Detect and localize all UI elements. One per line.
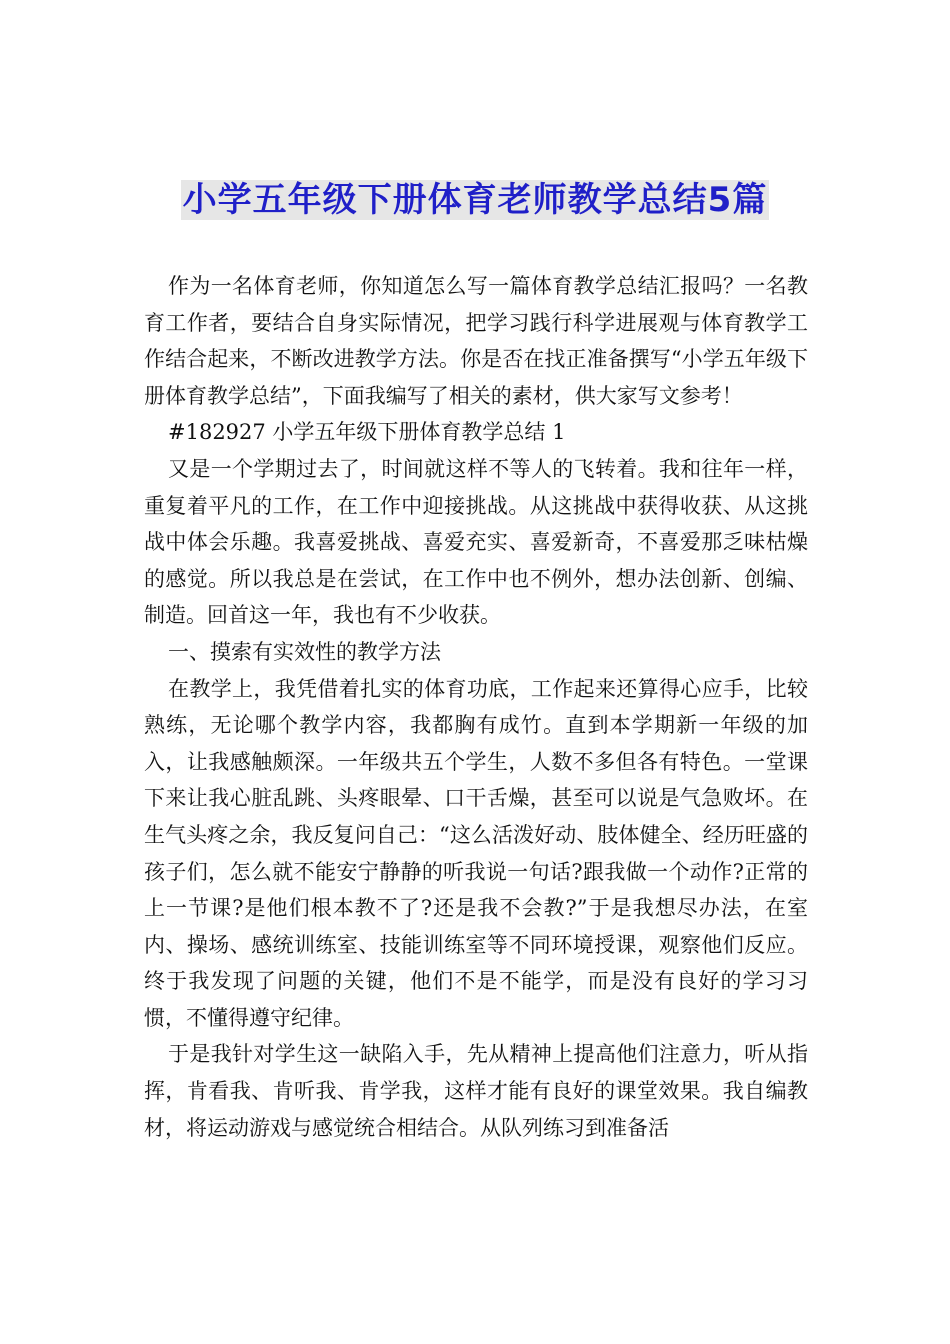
intro-paragraph: 作为一名体育老师，你知道怎么写一篇体育教学总结汇报吗？一名教育工作者，要结合自身实际情况，把学习践行科学进展观与体育教学工作结合起来，不断改进教学方法。你是否在找正准备撰写“小学五年级下册体育教学总结”，下面我编写了相关的素材，供大家写文参考！ xyxy=(144,274,808,408)
document-title xyxy=(0,174,950,226)
subheading-1: 一、摸索有实效性的教学方法 xyxy=(168,639,441,664)
body-paragraph: 于是我针对学生这一缺陷入手，先从精神上提高他们注意力，听从指挥，肯看我、肯听我、肯学我，这样才能有良好的课堂效果。我自编教材，将运动游戏与感觉统合相结合。从队列练习到准备活 xyxy=(144,1042,808,1140)
section-heading-1: #182927 小学五年级下册体育教学总结 1 xyxy=(168,420,566,445)
document-title-text: 小学五年级下册体育老师教学总结5篇 xyxy=(182,180,768,220)
document-body xyxy=(144,268,808,1146)
body-paragraph: 在教学上，我凭借着扎实的体育功底，工作起来还算得心应手，比较熟练，无论哪个教学内容，我都胸有成竹。直到本学期新一年级的加入，让我感触颇深。一年级共五个学生，人数不多但各有特色。一堂课下来让我心脏乱跳、头疼眼晕、口干舌燥，甚至可以说是气急败坏。在生气头疼之余，我反复问自己：“这么活泼好动、肢体健全、经历旺盛的孩子们，怎么就不能安宁静静的听我说一句话?跟我做一个动作?正常的上一节课?是他们根本教不了?还是我不会教?”于是我想尽办法，在室内、操场、感统训练室、技能训练室等不同环境授课，观察他们反应。终于我发现了问题的关键，他们不是不能学，而是没有良好的学习习惯，不懂得遵守纪律。 xyxy=(144,676,808,1030)
body-paragraph: 又是一个学期过去了，时间就这样不等人的飞转着。我和往年一样，重复着平凡的工作，在工作中迎接挑战。从这挑战中获得收获、从这挑战中体会乐趣。我喜爱挑战、喜爱充实、喜爱新奇，不喜爱那乏味枯燥的感觉。所以我总是在尝试，在工作中也不例外，想办法创新、创编、制造。回首这一年，我也有不少收获。 xyxy=(144,456,808,628)
